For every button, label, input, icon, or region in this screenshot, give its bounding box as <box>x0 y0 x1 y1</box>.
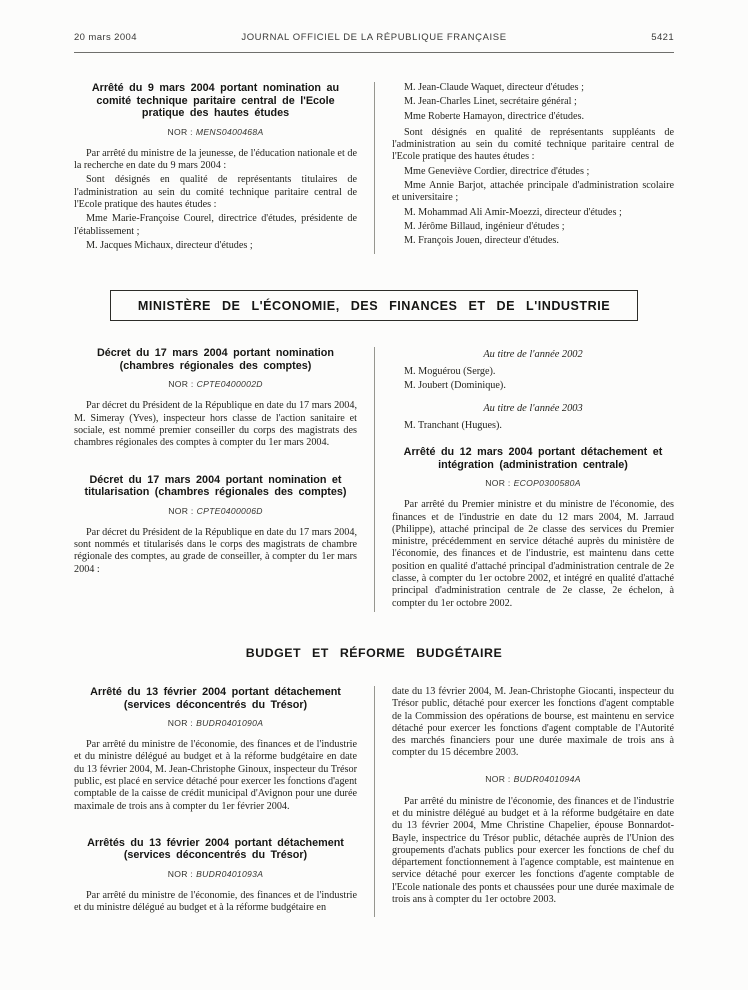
journal-title: JOURNAL OFFICIEL DE LA RÉPUBLIQUE FRANÇAISE <box>241 32 507 43</box>
article <box>74 347 357 449</box>
paragraph: M. Jérôme Billaud, ingénieur d'études ; <box>404 220 565 232</box>
paragraph: Par arrêté du Premier ministre et du ministre de l'économie, des finances et de l'industrie en date du 12 mars 2004, M. Jarraud (Philippe), attaché principal de 2e classe des services du Premier ministre, précédemment en service détaché auprès du ministère de l'économie, des finances et de l'industrie, est maintenu dans cette position en qualité d'attaché principal d'administration centrale de 2e classe, à compter du 1er octobre 2002, et intégré en qualité d'attaché principal d'administration centrale de 2e classe, 2e échelon, à compter du 1er octobre 2002. <box>392 499 674 609</box>
paragraph: Mme Annie Barjot, attachée principale d'administration scolaire et universitaire ; <box>392 180 674 204</box>
paragraph: M. Moguérou (Serge). <box>404 366 496 378</box>
names-2003 <box>392 420 674 432</box>
article <box>74 686 357 813</box>
paragraph: Par décret du Président de la République en date du 17 mars 2004, sont nommés et titularisés dans le corps des magistrats de chambre régionale des comptes, au grade de conseiller, à compter du 1er mars 2004 : <box>74 526 357 575</box>
paragraph: Mme Marie-Françoise Courel, directrice d'études, présidente de l'établissement ; <box>74 213 357 237</box>
paragraph: Par arrêté du ministre de l'économie, des finances et de l'industrie et du ministre délégué au budget et à la réforme budgétaire en date du 13 février 2004, Mme Christine Chapelier, épouse Bonnardot-Bayle, inspectrice du Trésor public, détachée auprès de l'Union des groupements d'achats publics pour exercer les fonctions de chef du département fonctionnement à l'agence comptable, est maintenue en service détaché pour exercer les fonctions d'agente comptable de l'Ecole nationale des ponts et chaussées pour une durée maximale de trois ans à compter du 1er octobre 2003. <box>392 795 674 906</box>
column-right <box>374 686 674 917</box>
page-number: 5421 <box>651 32 674 43</box>
names-2002 <box>392 366 674 393</box>
nor-code: BUDR0401093A <box>196 869 264 880</box>
page-content <box>74 82 674 917</box>
nor-line <box>74 718 357 728</box>
paragraph: M. Mohammad Ali Amir-Moezzi, directeur d'études ; <box>404 206 622 218</box>
article-title: Arrêté du 12 mars 2004 portant détachement et intégration (administration centrale) <box>403 446 663 471</box>
page-header <box>74 32 674 53</box>
nor-label: NOR : <box>168 505 194 516</box>
nor-code: CPTE0400002D <box>196 379 263 390</box>
paragraph: M. François Jouen, directeur d'études. <box>404 235 559 247</box>
year-heading: Au titre de l'année 2002 <box>483 349 583 361</box>
paragraph: M. Jacques Michaux, directeur d'études ; <box>86 239 253 251</box>
paragraph: M. Joubert (Dominique). <box>404 380 506 392</box>
nor-label: NOR : <box>167 126 193 137</box>
section-education <box>74 82 674 254</box>
nor-code: BUDR0401090A <box>196 718 264 729</box>
nor-code: BUDR0401094A <box>513 773 581 784</box>
section-heading-budget: BUDGET ET RÉFORME BUDGÉTAIRE <box>245 645 503 660</box>
column-left <box>74 347 357 612</box>
column-right <box>374 82 674 254</box>
nor-line <box>392 774 674 784</box>
nor-code: ECOP0300580A <box>513 478 581 489</box>
paragraph: Mme Roberte Hamayon, directrice d'études. <box>404 110 585 122</box>
article <box>74 837 357 915</box>
nor-label: NOR : <box>168 379 194 390</box>
nor-line <box>392 478 674 488</box>
nor-line <box>74 379 357 389</box>
nor-line <box>74 127 357 137</box>
ministry-banner: MINISTÈRE DE L'ÉCONOMIE, DES FINANCES ET DE L'INDUSTRIE <box>110 290 638 321</box>
section-budget <box>74 686 674 917</box>
year-heading: Au titre de l'année 2003 <box>483 402 583 414</box>
article-title: Arrêté du 9 mars 2004 portant nomination au comité technique paritaire central de l'Ecole pratique des hautes études <box>91 82 340 120</box>
paragraph: Par arrêté du ministre de la jeunesse, de l'éducation nationale et de la recherche en date du 9 mars 2004 : <box>74 147 357 172</box>
paragraph: Mme Geneviève Cordier, directrice d'études ; <box>404 165 590 177</box>
article-title: Décret du 17 mars 2004 portant nomination et titularisation (chambres régionales des comptes) <box>84 473 347 499</box>
nor-label: NOR : <box>167 869 194 880</box>
column-left <box>74 82 357 254</box>
nor-label: NOR : <box>485 773 511 784</box>
paragraph: M. Jean-Claude Waquet, directeur d'études ; <box>404 82 584 93</box>
section-economy <box>74 347 674 612</box>
paragraph: Par arrêté du ministre de l'économie, des finances et de l'industrie et du ministre délégué au budget et à la réforme budgétaire en date du 13 février 2004, M. Jean-Christophe Ginoux, inspecteur du Trésor public, est placé en service détaché pour exercer les fonctions d'agent comptable de la caisse de crédit municipal d'Avignon pour une durée maximale de trois ans à compter du 1er février 2004. <box>74 739 357 812</box>
paragraph: M. Jean-Charles Linet, secrétaire général ; <box>404 96 577 108</box>
nor-label: NOR : <box>485 478 511 489</box>
paragraph: Par décret du Président de la République en date du 17 mars 2004, M. Simeray (Yves), inspecteur hors classe de l'action sanitaire et sociale, est nommé premier conseiller du corps des magistrats des chambres régionales des comptes à compter du 1er mars 2004. <box>74 400 357 449</box>
paragraph-continuation: date du 13 février 2004, M. Jean-Christophe Giocanti, inspecteur du Trésor public, détaché pour exercer les fonctions d'agent comptable de la Commission des opérations de bourse, est maintenu en service détaché pour exercer les fonctions d'agent comptable de l'Autorité des marchés financiers pour une durée maximale de trois ans à compter du 15 décembre 2003. <box>392 685 674 759</box>
article-title: Arrêtés du 13 février 2004 portant détachement (services déconcentrés du Trésor) <box>87 836 344 862</box>
journal-date: 20 mars 2004 <box>74 32 137 43</box>
article-title: Arrêté du 13 février 2004 portant détachement (services déconcentrés du Trésor) <box>90 685 341 711</box>
paragraph: Sont désignés en qualité de représentants suppléants de l'administration au sein du comité technique paritaire central de l'Ecole pratique des hautes études : <box>392 126 674 163</box>
paragraph: M. Tranchant (Hugues). <box>404 419 502 431</box>
article <box>74 474 357 576</box>
paragraph: Par arrêté du ministre de l'économie, des finances et de l'industrie et du ministre délégué au budget et à la réforme budgétaire en <box>74 890 357 914</box>
column-left <box>74 686 357 917</box>
nor-label: NOR : <box>167 718 194 729</box>
paragraph: Sont désignés en qualité de représentants titulaires de l'administration au sein du comité technique paritaire central de l'Ecole pratique des hautes études : <box>74 174 357 210</box>
article <box>392 446 674 610</box>
article <box>74 82 357 252</box>
nor-code: MENS0400468A <box>195 126 264 137</box>
article-title: Décret du 17 mars 2004 portant nomination (chambres régionales des comptes) <box>97 347 334 372</box>
nor-line <box>74 869 357 879</box>
nor-code: CPTE0400006D <box>196 505 263 516</box>
column-right <box>374 347 674 612</box>
nor-line <box>74 506 357 516</box>
